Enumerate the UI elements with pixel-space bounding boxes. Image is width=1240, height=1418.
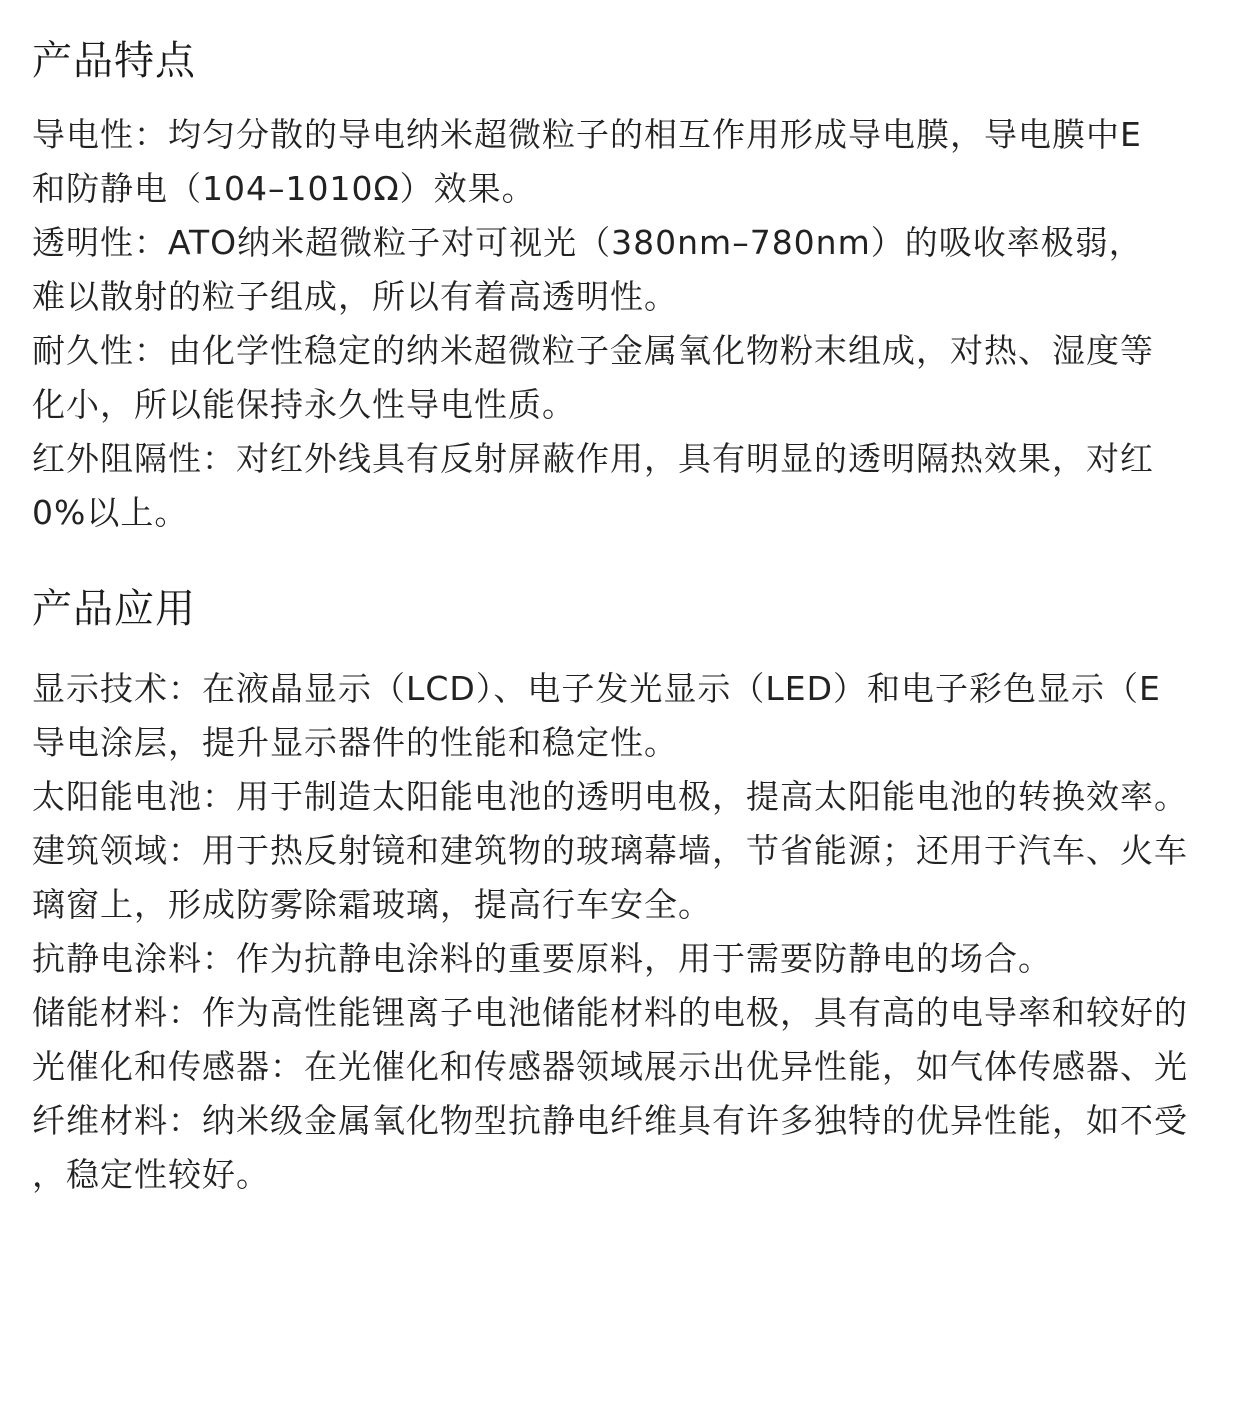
features-line: 和防静电（104–1010Ω）效果。	[32, 169, 536, 208]
applications-line: 显示技术：在液晶显示（LCD）、电子发光显示（LED）和电子彩色显示（E	[32, 669, 1161, 708]
applications-line: 储能材料：作为高性能锂离子电池储能材料的电极，具有高的电导率和较好的	[32, 993, 1188, 1032]
features-line: 0%以上。	[32, 493, 189, 532]
applications-line: 建筑领域：用于热反射镜和建筑物的玻璃幕墙，节省能源；还用于汽车、火车	[32, 831, 1188, 870]
applications-line: 纤维材料：纳米级金属氧化物型抗静电纤维具有许多独特的优异性能，如不受	[32, 1101, 1188, 1140]
applications-line: 璃窗上，形成防雾除霜玻璃，提高行车安全。	[32, 885, 712, 924]
applications-line: 导电涂层，提升显示器件的性能和稳定性。	[32, 723, 678, 762]
features-text-block	[32, 108, 1198, 540]
applications-line: 太阳能电池：用于制造太阳能电池的透明电极，提高太阳能电池的转换效率。	[32, 777, 1188, 816]
applications-line: ，稳定性较好。	[32, 1155, 270, 1194]
features-line: 难以散射的粒子组成，所以有着高透明性。	[32, 277, 678, 316]
features-heading: 产品特点	[32, 38, 196, 84]
features-line: 化小，所以能保持永久性导电性质。	[32, 385, 576, 424]
features-line: 耐久性：由化学性稳定的纳米超微粒子金属氧化物粉末组成，对热、湿度等	[32, 331, 1154, 370]
features-line: 导电性：均匀分散的导电纳米超微粒子的相互作用形成导电膜，导电膜中E	[32, 115, 1142, 154]
applications-text-block	[32, 662, 1240, 1202]
applications-heading: 产品应用	[32, 586, 196, 632]
applications-line: 光催化和传感器：在光催化和传感器领域展示出优异性能，如气体传感器、光	[32, 1047, 1188, 1086]
applications-line: 抗静电涂料：作为抗静电涂料的重要原料，用于需要防静电的场合。	[32, 939, 1052, 978]
features-line: 红外阻隔性：对红外线具有反射屏蔽作用，具有明显的透明隔热效果，对红	[32, 439, 1154, 478]
features-line: 透明性：ATO纳米超微粒子对可视光（380nm–780nm）的吸收率极弱，	[32, 223, 1143, 262]
